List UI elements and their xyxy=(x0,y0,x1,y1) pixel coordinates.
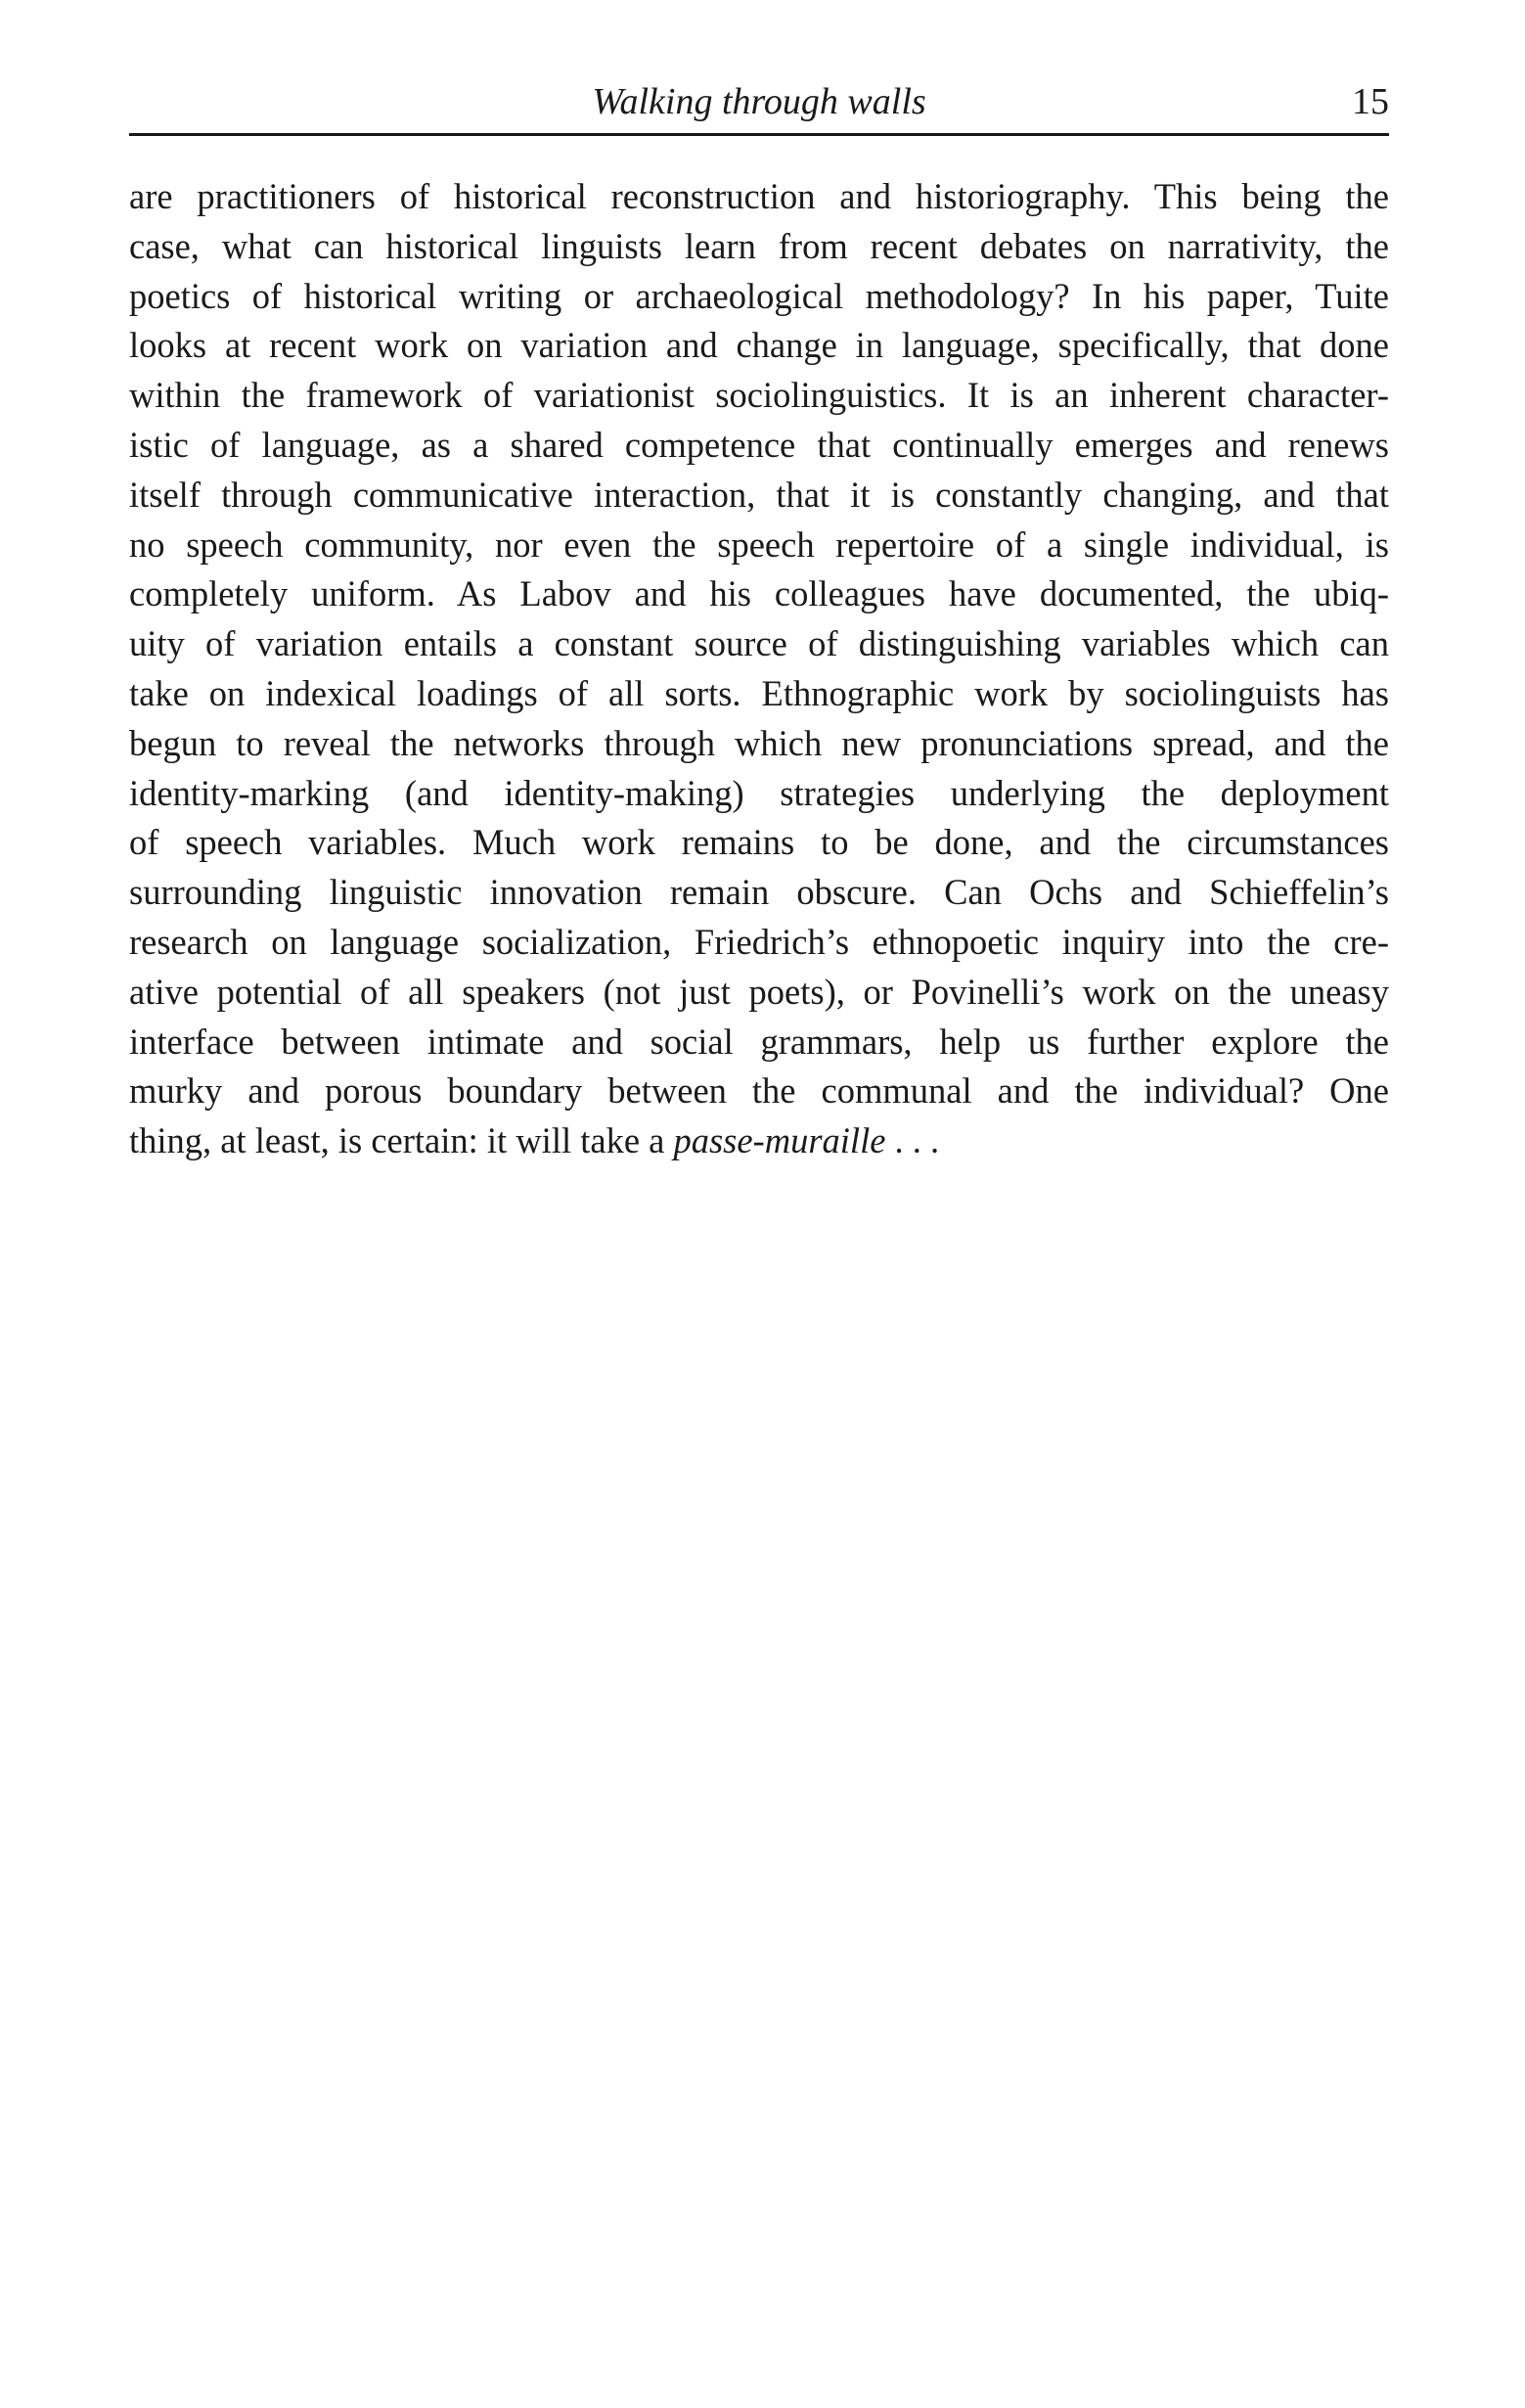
text-line-6: istic of language, as a shared competence that continually emerges and renews xyxy=(129,424,1389,465)
text-line-12: begun to reveal the networks through which new pronunciations spread, and the xyxy=(129,722,1389,763)
text-line-1: are practitioners of historical reconstruction and historiography. This being the xyxy=(129,176,1389,216)
text-line-17: ative potential of all speakers (not just poets), or Povinelli’s work on the uneasy xyxy=(129,971,1389,1012)
running-head xyxy=(129,74,1389,136)
text-line-2: case, what can historical linguists learn from recent debates on narrativity, the xyxy=(129,225,1389,266)
text-line-19: murky and porous boundary between the communal and the individual? One xyxy=(129,1070,1389,1112)
text-line-13: identity-marking (and identity-making) strategies underlying the deployment xyxy=(129,772,1389,813)
text-line-5: within the framework of variationist sociolinguistics. It is an inherent character- xyxy=(129,375,1389,416)
text-line-14: of speech variables. Much work remains to be done, and the circumstances xyxy=(129,822,1389,863)
text-line-16: research on language socialization, Friedrich’s ethnopoetic inquiry into the cre- xyxy=(129,921,1389,962)
running-title: Walking through walls xyxy=(592,81,926,122)
ellipsis: . . . xyxy=(885,1120,940,1161)
page-number: 15 xyxy=(1352,81,1389,122)
text-line-9: completely uniform. As Labov and his colleagues have documented, the ubiq- xyxy=(129,573,1389,614)
text-line-15: surrounding linguistic innovation remain obscure. Can Ochs and Schieffelin’s xyxy=(129,872,1389,913)
text-line-11: take on indexical loadings of all sorts. Ethnographic work by sociolinguists has xyxy=(129,672,1389,713)
body-paragraph xyxy=(129,172,1389,1166)
text-line-3: poetics of historical writing or archaeological methodology? In his paper, Tuite xyxy=(129,275,1389,316)
text-line-8: no speech community, nor even the speech repertoire of a single individual, is xyxy=(129,523,1389,565)
text-line-20 xyxy=(129,1116,1389,1166)
italic-term: passe-muraille xyxy=(673,1120,886,1161)
text-line-10: uity of variation entails a constant source of distinguishing variables which can xyxy=(129,623,1389,664)
text-line-7: itself through communicative interaction, that it is constantly changing, and that xyxy=(129,474,1389,515)
last-line-prefix: thing, at least, is certain: it will take a xyxy=(129,1120,674,1161)
text-line-18: interface between intimate and social grammars, help us further explore the xyxy=(129,1021,1389,1062)
text-line-4: looks at recent work on variation and change in language, specifically, that done xyxy=(129,325,1389,366)
